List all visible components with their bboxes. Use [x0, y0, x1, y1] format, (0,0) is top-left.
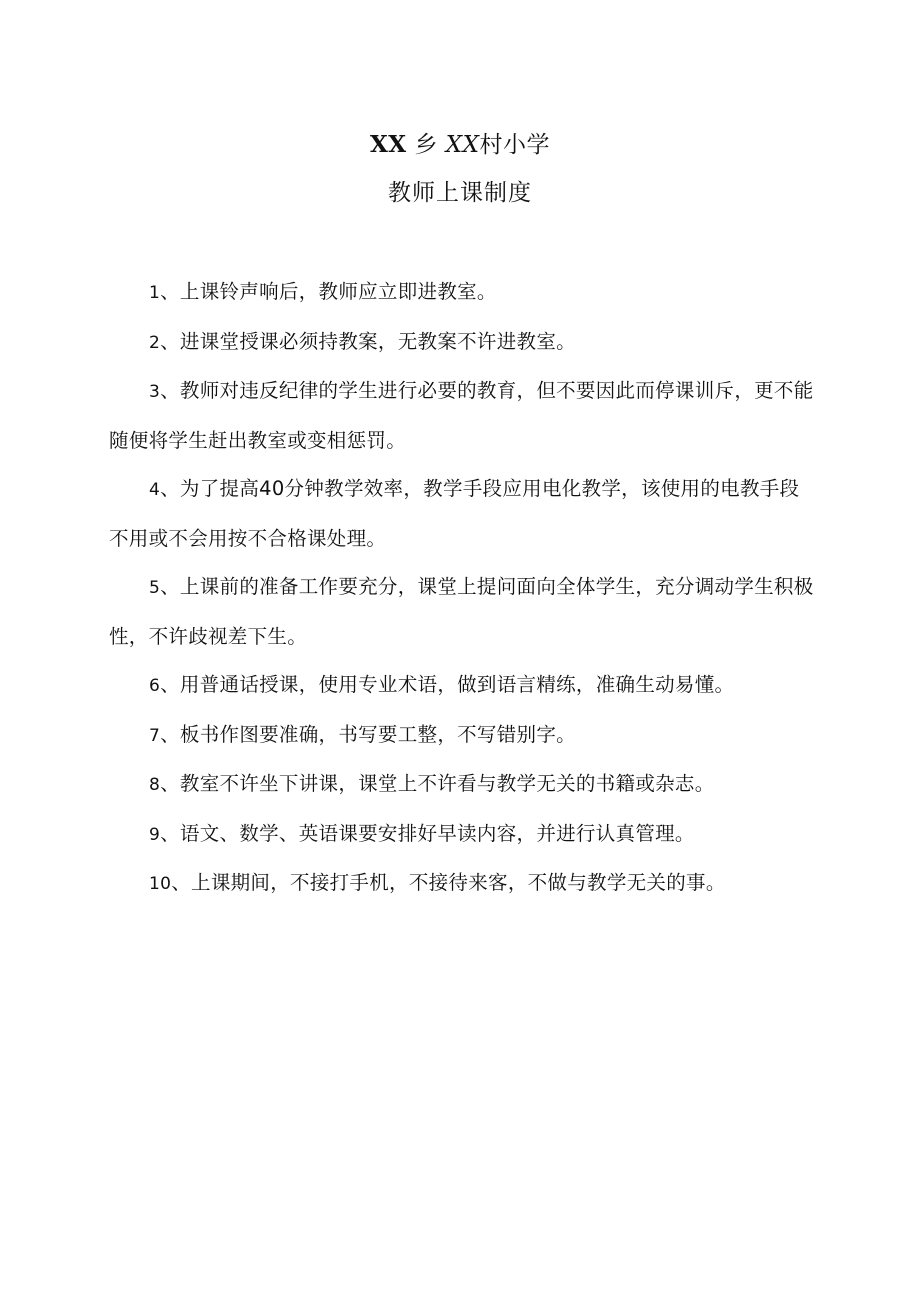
rule-text: 、上课前的准备工作要充分，课堂上提问面向全体学生，充分调动学生积极性，不许歧视差下生。 — [109, 575, 814, 648]
rule-text: 、板书作图要准确，书写要工整，不写错别字。 — [160, 722, 576, 746]
rule-number: 10 — [149, 874, 172, 894]
rule-text: 、上课期间，不接打手机，不接待来客，不做与教学无关的事。 — [171, 871, 726, 894]
rule-item-6 — [109, 661, 815, 711]
rule-text: 、用普通话授课，使用专业术语，做到语言精练，准确生动易懂。 — [160, 673, 735, 696]
rule-item-9 — [109, 810, 815, 860]
rule-item-4 — [109, 465, 815, 563]
rule-item-7 — [109, 711, 815, 761]
rule-number: 5 — [149, 578, 161, 598]
school-name-township: 乡 — [414, 132, 438, 158]
rule-number: 4 — [149, 480, 161, 500]
rule-item-5 — [109, 563, 815, 661]
school-name-prefix: XX — [369, 131, 407, 158]
document-title: 教师上课制度 — [388, 180, 532, 206]
rule-number: 9 — [149, 824, 161, 845]
school-name-suffix: 村小学 — [479, 132, 551, 158]
rule-number: 2 — [149, 332, 161, 353]
rule-text: 、教室不许坐下讲课，课堂上不许看与教学无关的书籍或杂志。 — [160, 772, 715, 795]
rule-item-2 — [109, 318, 815, 368]
rule-text: 、进课堂授课必须持教案，无教案不许进教室。 — [160, 329, 576, 353]
rule-number: 7 — [149, 725, 161, 746]
rule-number: 6 — [149, 676, 161, 696]
rules-list — [109, 268, 815, 909]
school-name — [0, 126, 920, 164]
rule-text: 、为了提高40分钟教学效率，教学手段应用电化教学，该使用的电教手段不用或不会用按不合格课处理。 — [109, 477, 800, 550]
rule-item-1 — [109, 268, 815, 318]
rule-text: 、上课铃声响后，教师应立即进教室。 — [160, 280, 497, 303]
rule-item-3 — [109, 367, 815, 465]
rule-text: 、语文、数学、英语课要安排好早读内容，并进行认真管理。 — [160, 821, 695, 845]
rule-number: 1 — [149, 283, 161, 303]
rule-number: 8 — [149, 775, 161, 795]
rule-number: 3 — [149, 382, 161, 402]
rule-item-8 — [109, 760, 815, 810]
rule-text: 、教师对违反纪律的学生进行必要的教育，但不要因此而停课训斥，更不能随便将学生赶出教室或变相惩罚。 — [109, 379, 814, 452]
title-block — [0, 126, 920, 212]
rule-item-10 — [109, 859, 815, 909]
school-name-village-code: XX — [445, 132, 480, 158]
